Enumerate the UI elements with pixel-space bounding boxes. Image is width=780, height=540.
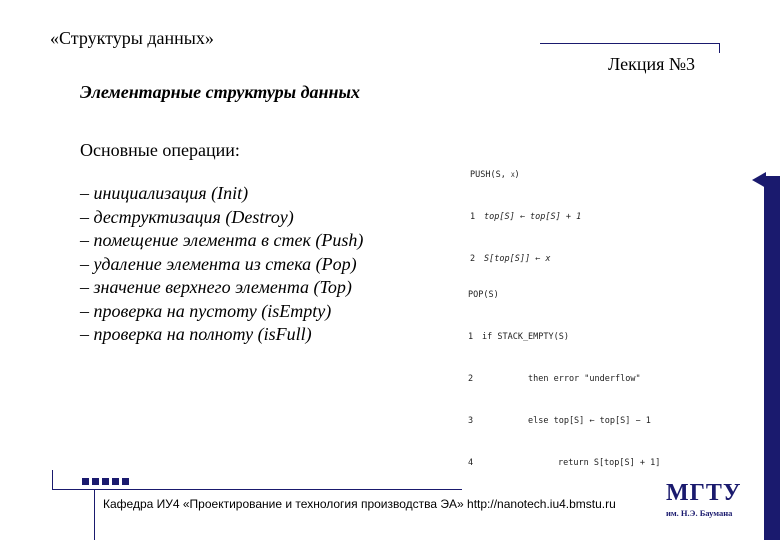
operations-list bbox=[80, 182, 363, 347]
line-number: 4 bbox=[468, 458, 474, 468]
dot bbox=[102, 478, 109, 485]
line-number: 2 bbox=[470, 254, 476, 264]
operation-item: – значение верхнего элемента (Top) bbox=[80, 277, 352, 297]
footer-bracket-left bbox=[52, 470, 53, 490]
operations-title: Основные операции: bbox=[80, 140, 240, 160]
code-text: S[top[S]] ← x bbox=[484, 254, 551, 264]
footer-bracket-inner bbox=[94, 489, 95, 540]
line-number: 3 bbox=[468, 416, 474, 426]
header-divider-tick bbox=[719, 43, 720, 53]
operation-item: – инициализация (Init) bbox=[80, 183, 249, 203]
dot bbox=[82, 478, 89, 485]
pop-code-line bbox=[468, 456, 660, 470]
footer-divider bbox=[52, 489, 462, 490]
dot bbox=[92, 478, 99, 485]
dot bbox=[112, 478, 119, 485]
logo-subtitle: им. Н.Э. Баумана bbox=[666, 508, 733, 518]
footer-text: Кафедра ИУ4 «Проектирование и технология производства ЭА» http://nanotech.iu4.bmstu.ru bbox=[103, 497, 616, 511]
code-text: then error "underflow" bbox=[528, 374, 641, 384]
push-code-header: PUSH(S, x) bbox=[470, 170, 520, 180]
code-text: top[S] ← top[S] + 1 bbox=[484, 212, 582, 222]
code-text: else top[S] ← top[S] − 1 bbox=[528, 416, 651, 426]
pop-code-line bbox=[468, 372, 660, 386]
lecture-label: Лекция №3 bbox=[608, 54, 696, 74]
code-text: if STACK_EMPTY(S) bbox=[482, 332, 569, 342]
line-number: 1 bbox=[468, 332, 474, 342]
pop-code-header: POP(S) bbox=[468, 290, 499, 300]
operation-item: – проверка на полноту (isFull) bbox=[80, 324, 312, 344]
dot bbox=[122, 478, 129, 485]
side-bar bbox=[764, 176, 780, 540]
operation-item: – проверка на пустоту (isEmpty) bbox=[80, 300, 332, 321]
pop-pseudocode bbox=[468, 260, 660, 484]
operation-item: – помещение элемента в стек (Push) bbox=[80, 230, 364, 250]
operation-item: – удаление элемента из стека (Pop) bbox=[80, 253, 357, 274]
operation-item: – деструктизация (Destroy) bbox=[80, 206, 294, 227]
footer-dots bbox=[82, 478, 129, 485]
pop-code-line bbox=[468, 330, 660, 344]
pop-code-line bbox=[468, 414, 660, 428]
section-heading: Элементарные структуры данных bbox=[80, 82, 360, 102]
line-number: 1 bbox=[470, 212, 476, 222]
header-divider bbox=[540, 43, 720, 44]
course-title: «Структуры данных» bbox=[50, 28, 214, 48]
code-text: return S[top[S] + 1] bbox=[558, 458, 661, 468]
push-pseudocode bbox=[470, 140, 581, 280]
logo-text: МГТУ bbox=[666, 480, 742, 506]
push-code-line bbox=[470, 210, 581, 224]
line-number: 2 bbox=[468, 374, 474, 384]
